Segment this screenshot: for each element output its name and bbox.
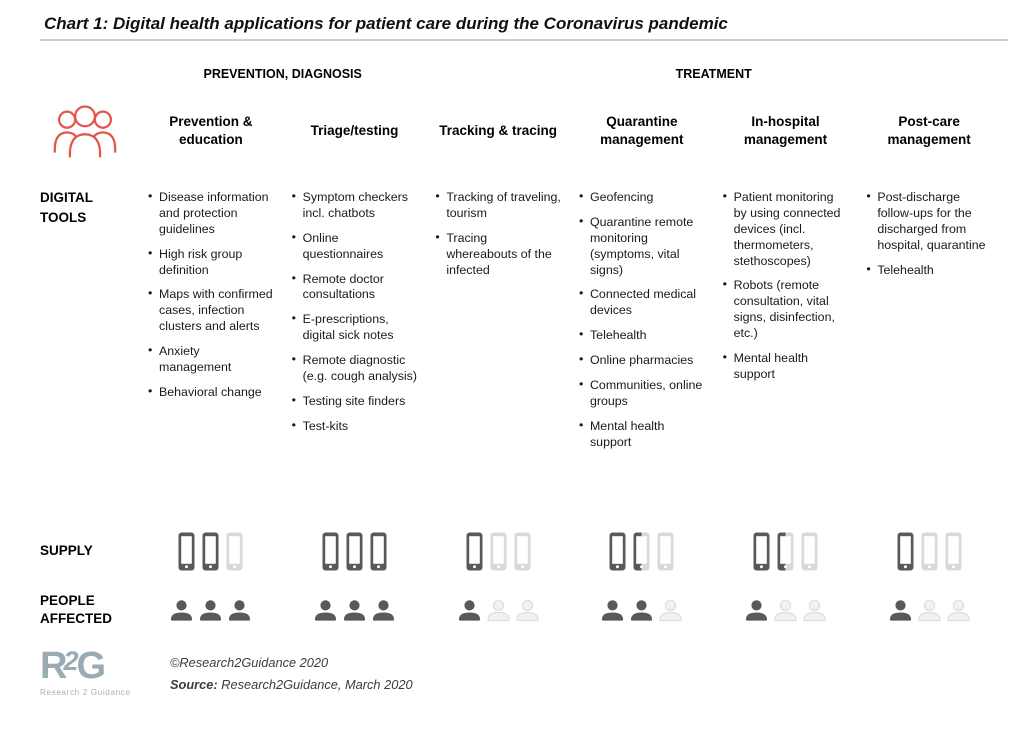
tool-item: • Testing site finders — [292, 394, 418, 410]
supply-rating-triage — [292, 522, 418, 580]
source-line — [170, 674, 413, 696]
person-icon — [744, 599, 769, 622]
tool-item: • Telehealth — [579, 328, 705, 344]
row-label-supply: SUPPLY — [40, 542, 93, 558]
supply-rating-post-care — [866, 522, 992, 580]
person-icon — [658, 599, 683, 622]
people-rating-prevention — [148, 580, 274, 640]
phone-icon — [945, 532, 962, 571]
tool-item: • Symptom checkers incl. chatbots — [292, 190, 418, 222]
person-icon — [802, 599, 827, 622]
phone-icon — [490, 532, 507, 571]
tool-item: • Geofencing — [579, 190, 705, 206]
tool-item: • Remote diagnostic (e.g. cough analysis) — [292, 353, 418, 385]
supply-rating-tracking — [435, 522, 561, 580]
tools-list-triage — [292, 170, 418, 522]
phone-icon — [657, 532, 674, 571]
column-header-triage-testing: Triage/testing — [310, 122, 399, 138]
person-icon — [169, 599, 194, 622]
person-icon — [515, 599, 540, 622]
person-icon — [773, 599, 798, 622]
column-header-prevention-education: Prevention & education — [169, 113, 253, 147]
person-icon — [227, 599, 252, 622]
person-icon — [600, 599, 625, 622]
group-header-treatment: TREATMENT — [675, 67, 752, 81]
row-label-digital-tools: DIGITAL TOOLS — [40, 190, 93, 226]
tool-item: • Tracing whereabouts of the infected — [435, 231, 561, 279]
footer — [40, 645, 1004, 698]
column-header-in-hospital-management: In-hospital management — [743, 113, 828, 147]
tool-item: • Remote doctor consultations — [292, 272, 418, 304]
tool-item: • Maps with confirmed cases, infection clusters and alerts — [148, 287, 274, 335]
person-icon — [888, 599, 913, 622]
person-icon — [342, 599, 367, 622]
group-header-prevention-diagnosis: PREVENTION, DIAGNOSIS — [203, 67, 362, 81]
tool-item: • Online pharmacies — [579, 353, 705, 369]
source-value: Research2Guidance, March 2020 — [221, 676, 413, 692]
tool-item: • Patient monitoring by using connected devices (incl. thermometers, stethoscopes) — [723, 190, 849, 269]
person-icon — [198, 599, 223, 622]
tools-list-in-hospital — [723, 170, 849, 522]
phone-icon — [801, 532, 818, 571]
tool-item: • E-prescriptions, digital sick notes — [292, 312, 418, 344]
phone-icon — [897, 532, 914, 571]
tool-item: • Test-kits — [292, 419, 418, 435]
tool-item: • Telehealth — [866, 263, 992, 279]
person-icon — [371, 599, 396, 622]
people-rating-in-hospital — [723, 580, 849, 640]
phone-icon — [921, 532, 938, 571]
phone-icon — [633, 532, 650, 571]
tool-item: • Robots (remote consultation, vital signs, disinfection, etc.) — [723, 278, 849, 342]
supply-rating-in-hospital — [723, 522, 849, 580]
tool-item: • High risk group definition — [148, 247, 274, 279]
r2g-logo — [40, 645, 132, 698]
row-label-people-affected: PEOPLE AFFECTED — [40, 593, 112, 626]
tools-list-prevention — [148, 170, 274, 522]
title-divider — [40, 39, 1008, 41]
page-title: Chart 1: Digital health applications for patient care during the Coronavirus pandemic — [44, 14, 728, 33]
copyright-line: ©Research2Guidance 2020 — [170, 655, 329, 670]
tool-item: • Communities, online groups — [579, 378, 705, 410]
phone-icon — [466, 532, 483, 571]
phone-icon — [514, 532, 531, 571]
person-icon — [946, 599, 971, 622]
phone-icon — [226, 532, 243, 571]
tool-item: • Mental health support — [723, 351, 849, 383]
phone-icon — [777, 532, 794, 571]
tool-item: • Quarantine remote monitoring (symptoms, vital signs) — [579, 215, 705, 279]
people-group-icon — [40, 92, 130, 170]
tool-item: • Tracking of traveling, tourism — [435, 190, 561, 222]
people-rating-triage — [292, 580, 418, 640]
phone-icon — [370, 532, 387, 571]
supply-rating-quarantine — [579, 522, 705, 580]
tool-item: • Behavioral change — [148, 385, 274, 401]
tool-item: • Anxiety management — [148, 344, 274, 376]
phone-icon — [178, 532, 195, 571]
column-header-quarantine-management: Quarantine management — [600, 113, 684, 147]
person-icon — [917, 599, 942, 622]
person-icon — [457, 599, 482, 622]
phone-icon — [753, 532, 770, 571]
credits — [170, 648, 413, 696]
tool-item: • Post-discharge follow-ups for the discharged from hospital, quarantine — [866, 190, 992, 254]
r2g-logo-subtext: Research 2 Guidance — [40, 688, 131, 698]
people-rating-quarantine — [579, 580, 705, 640]
source-label: Source: — [170, 676, 218, 692]
tools-list-post-care — [866, 170, 992, 522]
phone-icon — [202, 532, 219, 571]
tool-item: • Mental health support — [579, 419, 705, 451]
column-header-tracking-tracing: Tracking & tracing — [439, 122, 558, 138]
tools-list-quarantine — [579, 170, 705, 522]
tool-item: • Connected medical devices — [579, 287, 705, 319]
people-rating-tracking — [435, 580, 561, 640]
tools-list-tracking — [435, 170, 561, 522]
column-header-post-care-management: Post-care management — [887, 113, 971, 147]
tool-item: • Online questionnaires — [292, 231, 418, 263]
phone-icon — [609, 532, 626, 571]
framework-grid — [40, 56, 992, 640]
person-icon — [313, 599, 338, 622]
phone-icon — [346, 532, 363, 571]
phone-icon — [322, 532, 339, 571]
people-rating-post-care — [866, 580, 992, 640]
supply-rating-prevention — [148, 522, 274, 580]
person-icon — [486, 599, 511, 622]
r2g-logo-wordmark: $R^2G$ — [40, 645, 104, 687]
person-icon — [629, 599, 654, 622]
tool-item: • Disease information and protection guidelines — [148, 190, 274, 238]
